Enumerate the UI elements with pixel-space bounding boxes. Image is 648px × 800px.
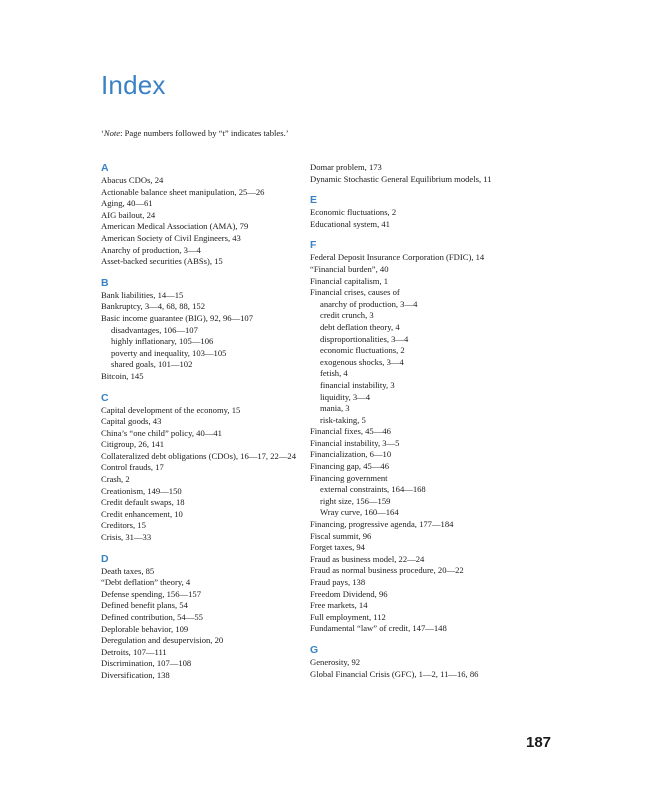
index-entry: Financing government	[310, 472, 388, 483]
index-entry: AIG bailout, 24	[101, 209, 156, 220]
index-entry: Deplorable behavior, 109	[101, 623, 189, 634]
index-subentry: shared goals, 101—102	[111, 359, 193, 370]
index-entry: Collateralized debt obligations (CDOs), 16—17, 22—24	[101, 450, 297, 461]
index-entry: Abacus CDOs, 24	[101, 175, 164, 185]
index-entry: Domar problem, 173	[310, 162, 382, 172]
index-entry: Free markets, 14	[310, 600, 368, 611]
index-letter-a: A	[101, 162, 109, 174]
index-entry: Educational system, 41	[310, 218, 390, 229]
index-entry: Asset-backed securities (ABSs), 15	[101, 256, 223, 267]
index-subentry: mania, 3	[320, 403, 350, 414]
index-entry: Bank liabilities, 14—15	[101, 289, 184, 300]
index-entry: Credit default swaps, 18	[101, 497, 185, 508]
index-entry: Forget taxes, 94	[310, 542, 365, 553]
note-text: : Page numbers followed by “t” indicates tables.’	[120, 128, 289, 138]
index-group-a	[101, 162, 301, 268]
index-entry: “Debt deflation” theory, 4	[101, 577, 191, 588]
index-entry: Detroits, 107—111	[101, 646, 167, 657]
index-subentry: liquidity, 3—4	[320, 391, 371, 402]
index-entry: Citigroup, 26, 141	[101, 439, 165, 450]
index-entry: Anarchy of production, 3—4	[101, 244, 201, 255]
index-entry: Capital goods, 43	[101, 416, 162, 427]
index-entry: Defense spending, 156—157	[101, 588, 202, 599]
index-entry: Global Financial Crisis (GFC), 1—2, 11—16, 86	[310, 668, 479, 679]
index-entry: Bitcoin, 145	[101, 370, 144, 381]
note-open-quote: ‘	[101, 128, 104, 138]
index-entry: Capital development of the economy, 15	[101, 404, 241, 415]
index-letter-c: C	[101, 391, 109, 404]
index-group-d-continued	[310, 162, 515, 185]
note-label: Note	[103, 128, 121, 138]
index-entry: Deregulation and desupervision, 20	[101, 635, 224, 646]
index-subentry: Wray curve, 160—164	[320, 507, 399, 518]
index-column-left	[101, 162, 301, 682]
index-entry: Bankruptcy, 3—4, 68, 88, 152	[101, 301, 205, 312]
index-subentry: poverty and inequality, 103—105	[111, 347, 227, 358]
index-entry: “Financial burden”, 40	[310, 263, 389, 274]
index-subentry: disadvantages, 106—107	[111, 324, 198, 335]
index-letter-d: D	[101, 552, 109, 565]
index-entry: Federal Deposit Insurance Corporation (FDIC), 14	[310, 252, 485, 263]
index-letter-e: E	[310, 194, 318, 207]
index-group-d	[101, 553, 301, 682]
index-entry: Fraud as business model, 22—24	[310, 553, 425, 564]
page-number: 187	[526, 734, 552, 751]
index-entry: Aging, 40—61	[101, 198, 153, 209]
index-subentry: debt deflation theory, 4	[320, 321, 400, 332]
index-entry: Full employment, 112	[310, 611, 386, 622]
index-entry: Credit enhancement, 10	[101, 508, 183, 519]
index-column-right	[310, 162, 515, 680]
index-subentry: external constraints, 164—168	[320, 484, 426, 495]
index-entry: Fundamental “law” of credit, 147—148	[310, 623, 447, 634]
index-entry: Financial crises, causes of	[310, 287, 400, 298]
index-entry: American Medical Association (AMA), 79	[101, 221, 249, 232]
index-subentry: risk-taking, 5	[320, 414, 366, 425]
index-entry: Financial capitalism, 1	[310, 275, 389, 286]
index-entry: American Society of Civil Engineers, 43	[101, 232, 241, 243]
index-subentry: credit crunch, 3	[320, 310, 374, 321]
index-subentry: financial instability, 3	[320, 379, 395, 390]
index-entry: Defined contribution, 54—55	[101, 612, 203, 622]
index-group-e	[310, 194, 515, 230]
index-entry: Creationism, 149—150	[101, 485, 182, 496]
index-entry: Control frauds, 17	[101, 462, 164, 473]
index-entry: Diversification, 138	[101, 669, 170, 680]
index-group-c	[101, 392, 301, 544]
index-entry: Defined benefit plans, 54	[101, 600, 188, 611]
index-entry: Financial instability, 3—5	[310, 437, 400, 448]
index-note	[101, 128, 289, 138]
index-entry: Fraud pays, 138	[310, 577, 366, 587]
index-subentry: economic fluctuations, 2	[320, 345, 405, 356]
index-subentry: disproportionalities, 3—4	[320, 333, 409, 344]
index-letter-f: F	[310, 239, 317, 252]
index-entry: Crash, 2	[101, 474, 130, 485]
index-subentry: anarchy of production, 3—4	[320, 298, 418, 309]
page-title: Index	[101, 70, 166, 100]
index-entry: Death taxes, 85	[101, 565, 155, 576]
index-subentry: fetish, 4	[320, 368, 348, 379]
index-entry: Creditors, 15	[101, 520, 146, 531]
index-entry: Financing gap, 45—46	[310, 461, 390, 472]
index-entry: Economic fluctuations, 2	[310, 207, 397, 218]
index-letter-g: G	[310, 643, 319, 656]
index-letter-b: B	[101, 276, 109, 289]
index-entry: Discrimination, 107—108	[101, 658, 192, 669]
index-subentry: exogenous shocks, 3—4	[320, 356, 404, 367]
index-group-g	[310, 644, 515, 680]
index-entry: Financialization, 6—10	[310, 449, 392, 460]
index-entry: Freedom Dividend, 96	[310, 588, 388, 599]
index-entry: Crisis, 31—33	[101, 532, 152, 543]
index-entry: Basic income guarantee (BIG), 92, 96—107	[101, 312, 254, 323]
index-entry: Fiscal summit, 96	[310, 530, 372, 541]
index-entry: Fraud as normal business procedure, 20—22	[310, 565, 464, 576]
index-entry: Financial fixes, 45—46	[310, 426, 391, 437]
index-entry: China’s “one child” policy, 40—41	[101, 427, 222, 438]
index-group-b	[101, 277, 301, 383]
index-entry: Financing, progressive agenda, 177—184	[310, 519, 454, 530]
index-entry: Actionable balance sheet manipulation, 25—26	[101, 186, 265, 197]
index-group-f	[310, 239, 515, 635]
index-entry: Generosity, 92	[310, 656, 361, 667]
index-subentry: highly inflationary, 105—106	[111, 336, 214, 347]
index-entry: Dynamic Stochastic General Equilibrium models, 11	[310, 173, 492, 184]
index-subentry: right size, 156—159	[320, 495, 391, 506]
